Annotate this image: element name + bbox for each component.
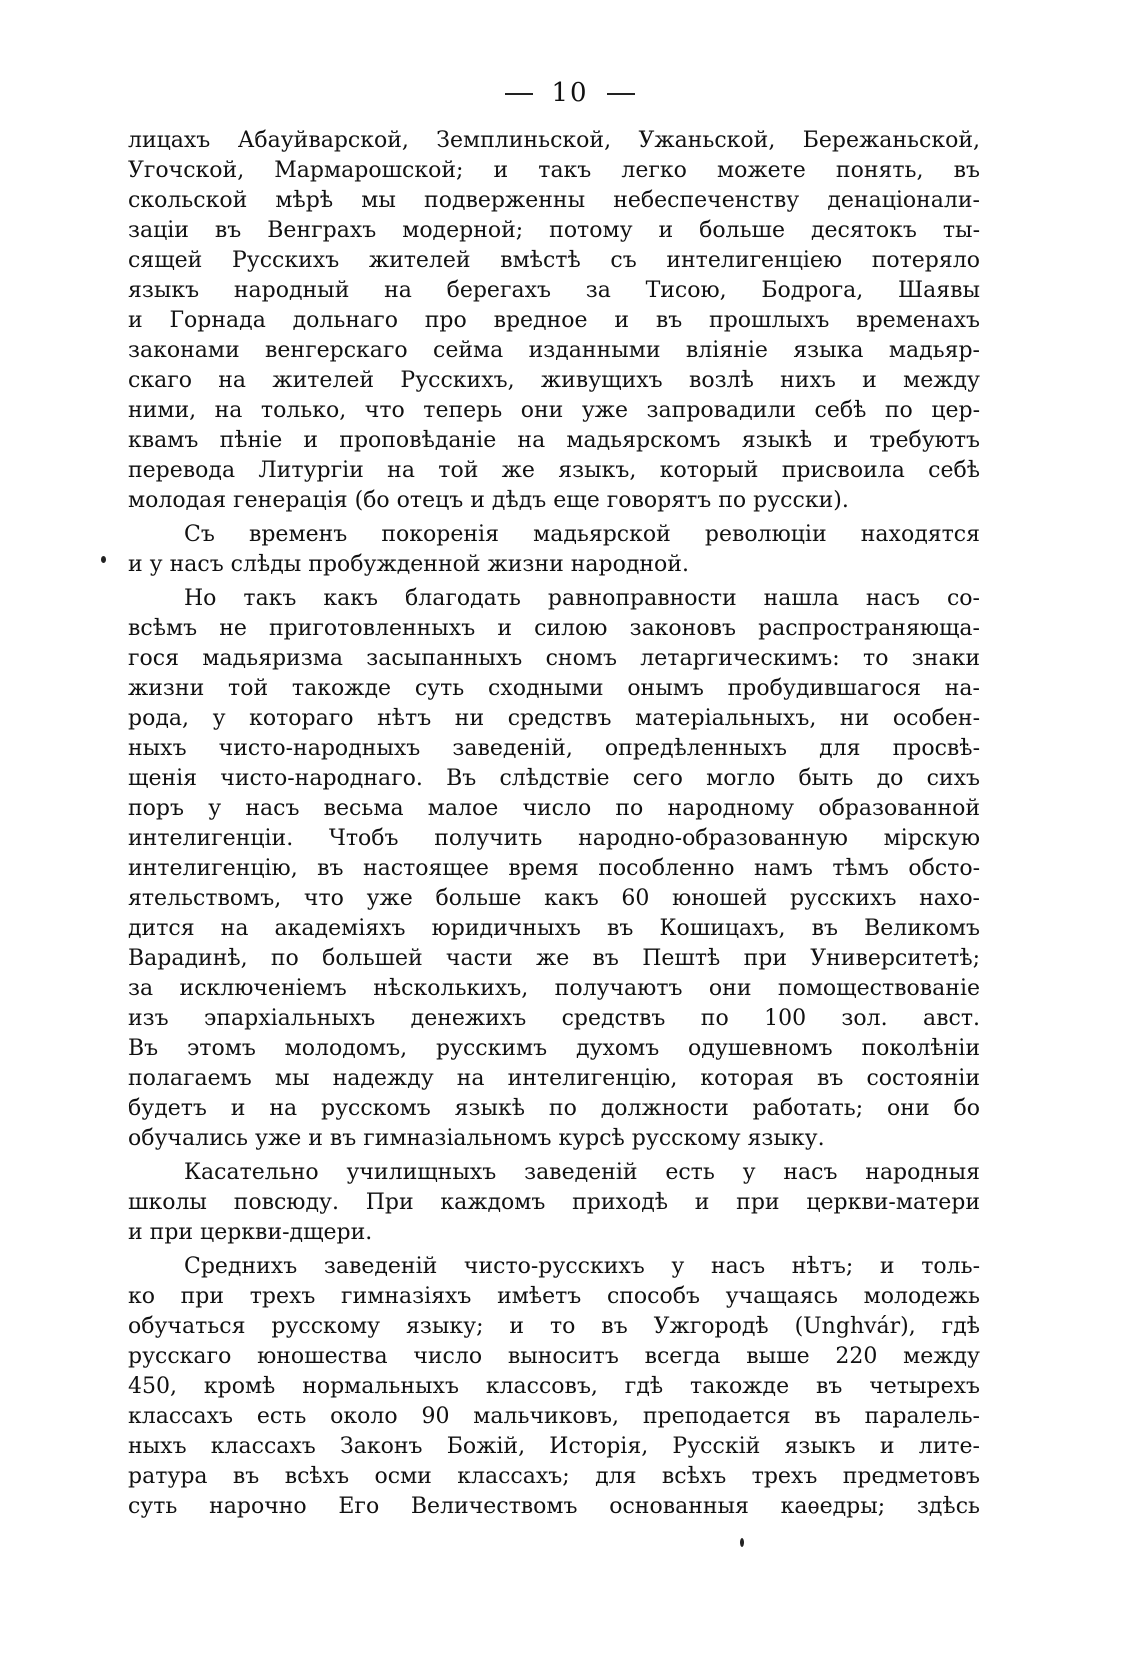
text-line: суть нарочно Его Величествомъ основанныя каѳедры; здѣсь	[128, 1494, 980, 1519]
text-line: и у насъ слѣды пробужденной жизни народной.	[128, 552, 689, 577]
text-line: Среднихъ заведеній чисто-русскихъ у насъ нѣтъ; и толь-	[184, 1254, 980, 1279]
text-line: Касательно училищныхъ заведеній есть у насъ народныя	[184, 1160, 980, 1185]
text-line: Варадинѣ, по большей части же въ Пештѣ при Университетѣ;	[128, 946, 980, 971]
text-line: обучаться русскому языку; и то въ Ужгородѣ (Unghvár), гдѣ	[128, 1314, 980, 1339]
text-line: языкъ народный на берегахъ за Тисою, Бодрога, Шаявы	[128, 278, 980, 303]
text-line: щенія чисто-народнаго. Въ слѣдствіе сего могло быть до сихъ	[128, 766, 980, 791]
text-line: лицахъ Абауйварской, Земплиньской, Ужаньской, Бережаньской,	[128, 128, 980, 153]
text-line: сящей Русскихъ жителей вмѣстѣ съ интелигенціею потеряло	[128, 248, 980, 273]
text-line: будетъ и на русскомъ языкѣ по должности работать; они бо	[128, 1096, 980, 1121]
text-line: Съ временъ покоренія мадьярской революціи находятся	[184, 522, 980, 547]
page-number-header	[0, 78, 1140, 108]
text-line: полагаемъ мы надежду на интелигенцію, которая въ состояніи	[128, 1066, 980, 1091]
text-line: ятельствомъ, что уже больше какъ 60 юношей русскихъ нахо-	[128, 886, 980, 911]
text-line: русскаго юношества число выноситъ всегда выше 220 между	[128, 1344, 980, 1369]
paragraph-3	[128, 584, 980, 1154]
text-line: 450, кромѣ нормальныхъ классовъ, гдѣ такожде въ четырехъ	[128, 1374, 980, 1399]
paragraph-2	[128, 520, 980, 580]
text-line: жизни той такожде суть сходными онымъ пробудившагося на-	[128, 676, 980, 701]
text-line: ныхъ классахъ Законъ Божій, Исторія, Русскій языкъ и лите-	[128, 1434, 980, 1459]
text-line: Въ этомъ молодомъ, русскимъ духомъ одушевномъ поколѣніи	[128, 1036, 980, 1061]
text-line: дится на академіяхъ юридичныхъ въ Кошицахъ, въ Великомъ	[128, 916, 980, 941]
text-line: изъ эпархіальныхъ денежихъ средствъ по 100 зол. авст.	[128, 1006, 980, 1031]
text-line: Но такъ какъ благодать равноправности нашла насъ со-	[184, 586, 980, 611]
text-line: интелигенцію, въ настоящее время пособленно намъ тѣмъ обсто-	[128, 856, 980, 881]
text-line: классахъ есть около 90 мальчиковъ, преподается въ паралель-	[128, 1404, 980, 1429]
text-line: обучались уже и въ гимназіальномъ курсѣ русскому языку.	[128, 1126, 825, 1151]
text-line: ними, на только, что теперь они уже запровадили себѣ по цер-	[128, 398, 980, 423]
paragraph-4	[128, 1158, 980, 1248]
text-line: скаго на жителей Русскихъ, живущихъ возлѣ нихъ и между	[128, 368, 980, 393]
text-line: заціи въ Венграхъ модерной; потому и больше десятокъ ты-	[128, 218, 980, 243]
text-line: всѣмъ не приготовленныхъ и силою законовъ распространяюща-	[128, 616, 980, 641]
page-number: 10	[551, 78, 589, 108]
text-line: ныхъ чисто-народныхъ заведеній, опредѣленныхъ для просвѣ-	[128, 736, 980, 761]
body-text	[128, 126, 980, 1526]
text-line: школы повсюду. При каждомъ приходѣ и при церкви-матери	[128, 1190, 980, 1215]
dash-right	[607, 93, 635, 95]
text-line: скольской мѣрѣ мы подверженны небеспеченству денаціонали-	[128, 188, 980, 213]
text-line: ратура въ всѣхъ осми классахъ; для всѣхъ трехъ предметовъ	[128, 1464, 980, 1489]
text-line: за исключеніемъ нѣсколькихъ, получаютъ они помоществованіе	[128, 976, 980, 1001]
ink-speck	[101, 556, 106, 563]
text-line: Угочской, Мармарошской; и такъ легко можете понять, въ	[128, 158, 980, 183]
dash-left	[505, 93, 533, 95]
paragraph-5	[128, 1252, 980, 1522]
text-line: интелигенціи. Чтобъ получить народно-образованную мірскую	[128, 826, 980, 851]
text-line: поръ у насъ весьма малое число по народному образованной	[128, 796, 980, 821]
text-line: перевода Литургіи на той же языкъ, который присвоила себѣ	[128, 458, 980, 483]
text-line: законами венгерскаго сейма изданными вліяніе языка мадьяр-	[128, 338, 980, 363]
text-line: квамъ пѣніе и проповѣданіе на мадьярскомъ языкѣ и требуютъ	[128, 428, 980, 453]
text-line: и Горнада дольнаго про вредное и въ прошлыхъ временахъ	[128, 308, 980, 333]
text-line: и при церкви-дщери.	[128, 1220, 373, 1245]
text-line: рода, у котораго нѣтъ ни средствъ матеріальныхъ, ни особен-	[128, 706, 980, 731]
text-line: гося мадьяризма засыпанныхъ сномъ летаргическимъ: то знаки	[128, 646, 980, 671]
ink-speck	[740, 1538, 744, 1547]
paragraph-1	[128, 126, 980, 516]
text-line: молодая генерація (бо отецъ и дѣдъ еще говорятъ по русски).	[128, 488, 849, 513]
text-line: ко при трехъ гимназіяхъ имѣетъ способъ учащаясь молодежь	[128, 1284, 980, 1309]
